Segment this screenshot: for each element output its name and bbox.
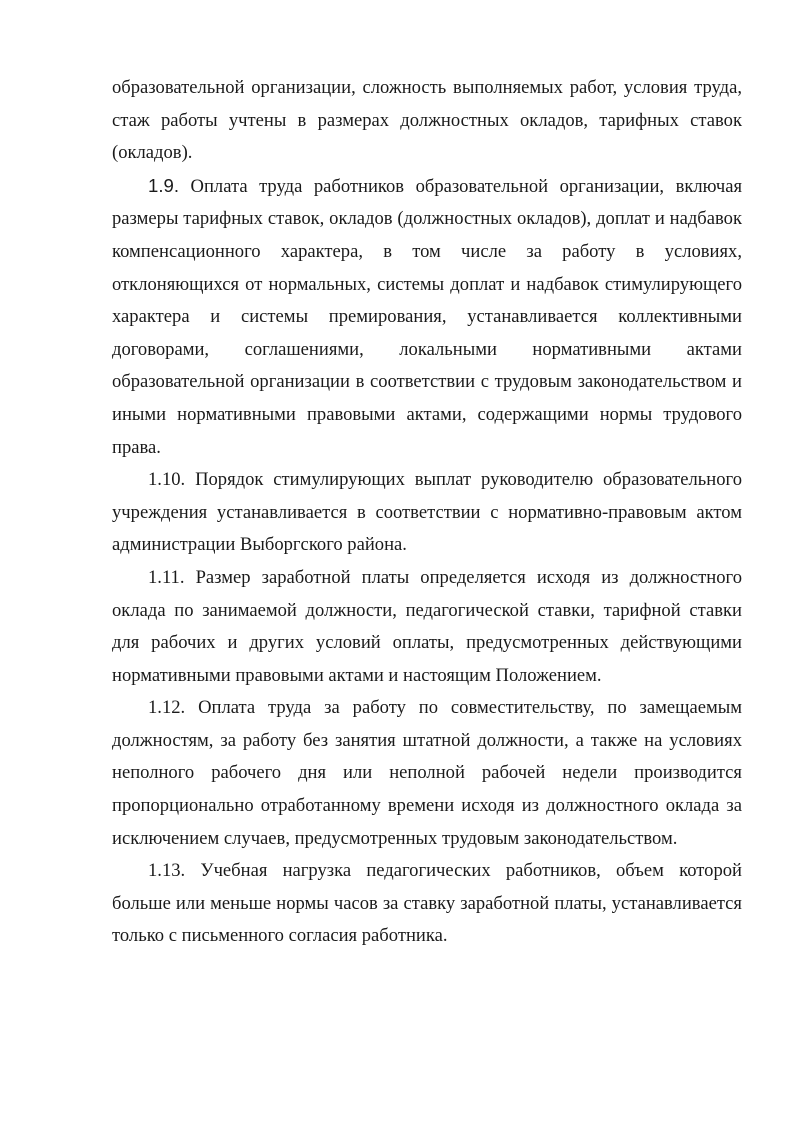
paragraph-text: Размер заработной платы определяется исходя из должностного оклада по занимаемой должности, педагогической ставки, тарифной ставки для рабочих и других условий оплаты, предусмотренных действующими нормативными правовыми актами и настоящим Положением.	[112, 566, 743, 686]
paragraph-1-11	[112, 562, 742, 692]
paragraph-text: Учебная нагрузка педагогических работников, объем которой больше или меньше нормы часов за ставку заработной платы, устанавливается только с письменного согласия работника.	[112, 860, 742, 947]
paragraph-text: образовательной организации, сложность выполняемых работ, условия труда, стаж работы учтены в размерах должностных окладов, тарифных ставок (окладов).	[112, 77, 742, 164]
paragraph-text: Оплата труда работников образовательной организации, включая размеры тарифных ставок, окладов (должностных окладов), доплат и надбавок компенсационного характера, в том числе за работу в условиях, отклоняющихся от нормальных, системы доплат и надбавок стимулирующего характера и системы премирования, устанавливается коллективными договорами, соглашениями, локальными нормативными актами образовательной организации в соответствии с трудовым законодательством и иными нормативными правовыми актами, содержащими нормы трудового права.	[112, 175, 742, 458]
paragraph-number: 1.13.	[148, 860, 186, 882]
paragraph-number: 1.9.	[148, 174, 180, 196]
paragraph-number: 1.12.	[148, 697, 186, 719]
paragraph-1-10	[112, 464, 742, 562]
paragraph-continuation	[112, 72, 742, 170]
document-body	[112, 72, 742, 953]
paragraph-text: Оплата труда за работу по совместительству, по замещаемым должностям, за работу без занятия штатной должности, а также на условиях неполного рабочего дня или неполной рабочей недели производится пропорционально отработанному времени исходя из должностного оклада за исключением случаев, предусмотренных трудовым законодательством.	[112, 697, 742, 849]
paragraph-number: 1.11.	[148, 566, 185, 588]
paragraph-1-12	[112, 692, 742, 855]
paragraph-number: 1.10.	[148, 469, 186, 491]
paragraph-1-9	[112, 170, 742, 464]
paragraph-1-13	[112, 855, 742, 953]
paragraph-text: Порядок стимулирующих выплат руководителю образовательного учреждения устанавливается в соответствии с нормативно-правовым актом администрации Выборгского района.	[112, 469, 742, 556]
